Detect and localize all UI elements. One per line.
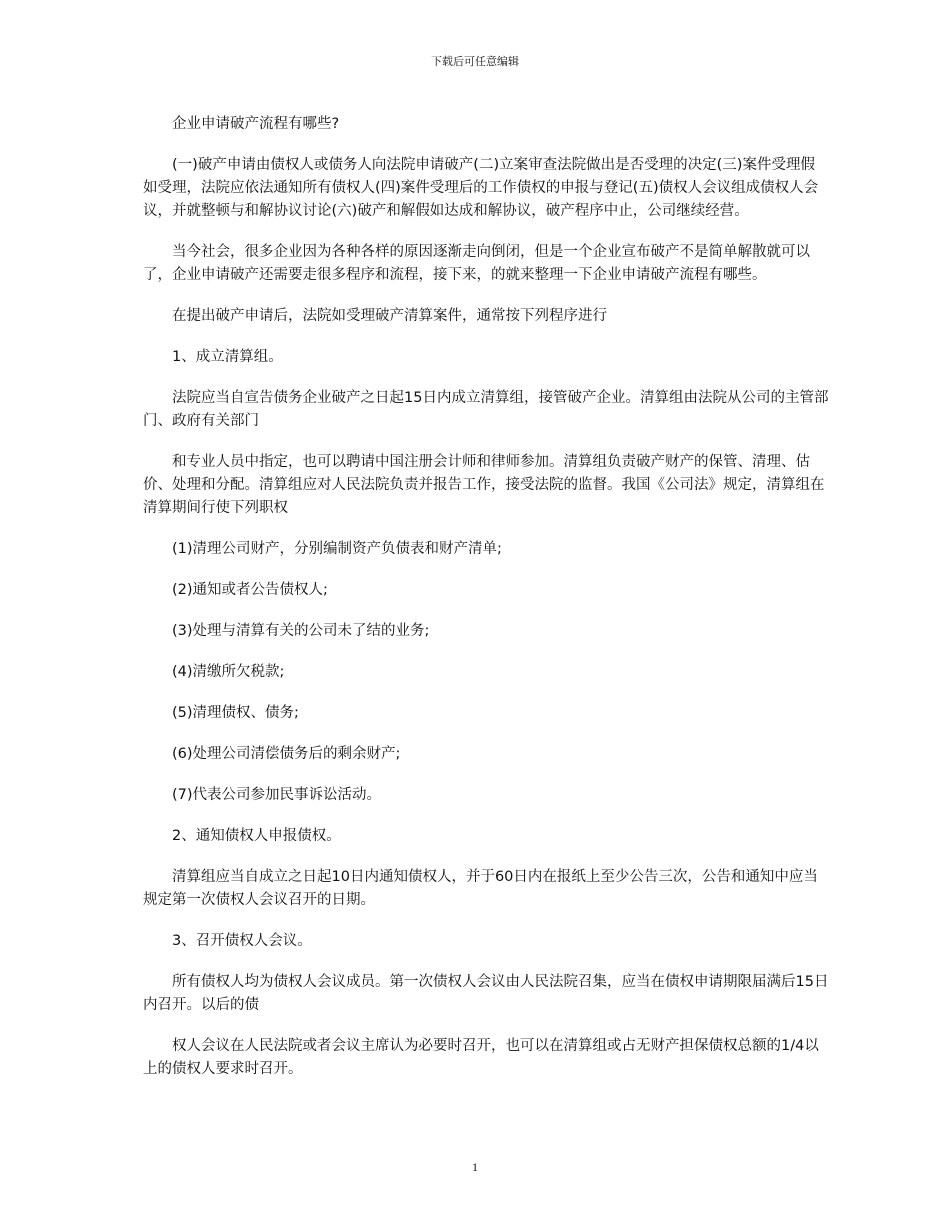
paragraph-step-1-body-a: 法院应当自宣告债务企业破产之日起15日内成立清算组，接管破产企业。清算组由法院从公司的主管部门、政府有关部门 [143,390,829,429]
list-item-duty-6: (6)处理公司清偿债务后的剩余财产; [172,746,401,762]
paragraph-title-question: 企业申请破产流程有哪些? [172,116,340,132]
list-item-duty-5: (5)清理债权、债务; [172,705,299,721]
list-item-duty-3: (3)处理与清算有关的公司未了结的业务; [172,623,430,639]
list-item-duty-7: (7)代表公司参加民事诉讼活动。 [172,787,382,803]
paragraph-step-1-body-b: 和专业人员中指定，也可以聘请中国注册会计师和律师参加。清算组负责破产财产的保管、清理、估价、处理和分配。清算组应对人民法院负责并报告工作，接受法院的监督。我国《公司法》规定，清算组在清算期间行使下列职权 [143,454,825,516]
page-header: 下载后可任意编辑 [431,55,519,68]
page-number: 1 [472,1160,478,1174]
list-item-duty-2: (2)通知或者公告债权人; [172,582,328,598]
document-body [143,113,829,1099]
paragraph-introduction: 当今社会，很多企业因为各种各样的原因逐渐走向倒闭，但是一个企业宣布破产不是简单解散就可以了，企业申请破产还需要走很多程序和流程，接下来，的就来整理一下企业申请破产流程有哪些。 [143,244,810,283]
paragraph-step-3-heading: 3、召开债权人会议。 [172,933,312,949]
paragraph-step-2-heading: 2、通知债权人申报债权。 [172,828,341,844]
paragraph-step-3-body-b: 权人会议在人民法院或者会议主席认为必要时召开，也可以在清算组或占无财产担保债权总额的1/4以上的债权人要求时召开。 [143,1038,819,1077]
paragraph-step-3-body-a: 所有债权人均为债权人会议成员。第一次债权人会议由人民法院召集，应当在债权申请期限届满后15日内召开。以后的债 [143,974,829,1013]
paragraph-process-summary: (一)破产申请由债权人或债务人向法院申请破产(二)立案审查法院做出是否受理的决定(三)案件受理假如受理，法院应依法通知所有债权人(四)案件受理后的工作债权的申报与登记(五)债权人会议组成债权人会议，并就整顿与和解协议讨论(六)破产和解假如达成和解协议，破产程序中止，公司继续经营。 [143,157,819,219]
list-item-duty-4: (4)清缴所欠税款; [172,664,285,680]
paragraph-procedure-intro: 在提出破产申请后，法院如受理破产清算案件，通常按下列程序进行 [172,308,607,324]
paragraph-step-2-body: 清算组应当自成立之日起10日内通知债权人，并于60日内在报纸上至少公告三次，公告和通知中应当规定第一次债权人会议召开的日期。 [143,869,818,908]
paragraph-step-1-heading: 1、成立清算组。 [172,349,283,365]
list-item-duty-1: (1)清理公司财产，分别编制资产负债表和财产清单; [172,541,502,557]
